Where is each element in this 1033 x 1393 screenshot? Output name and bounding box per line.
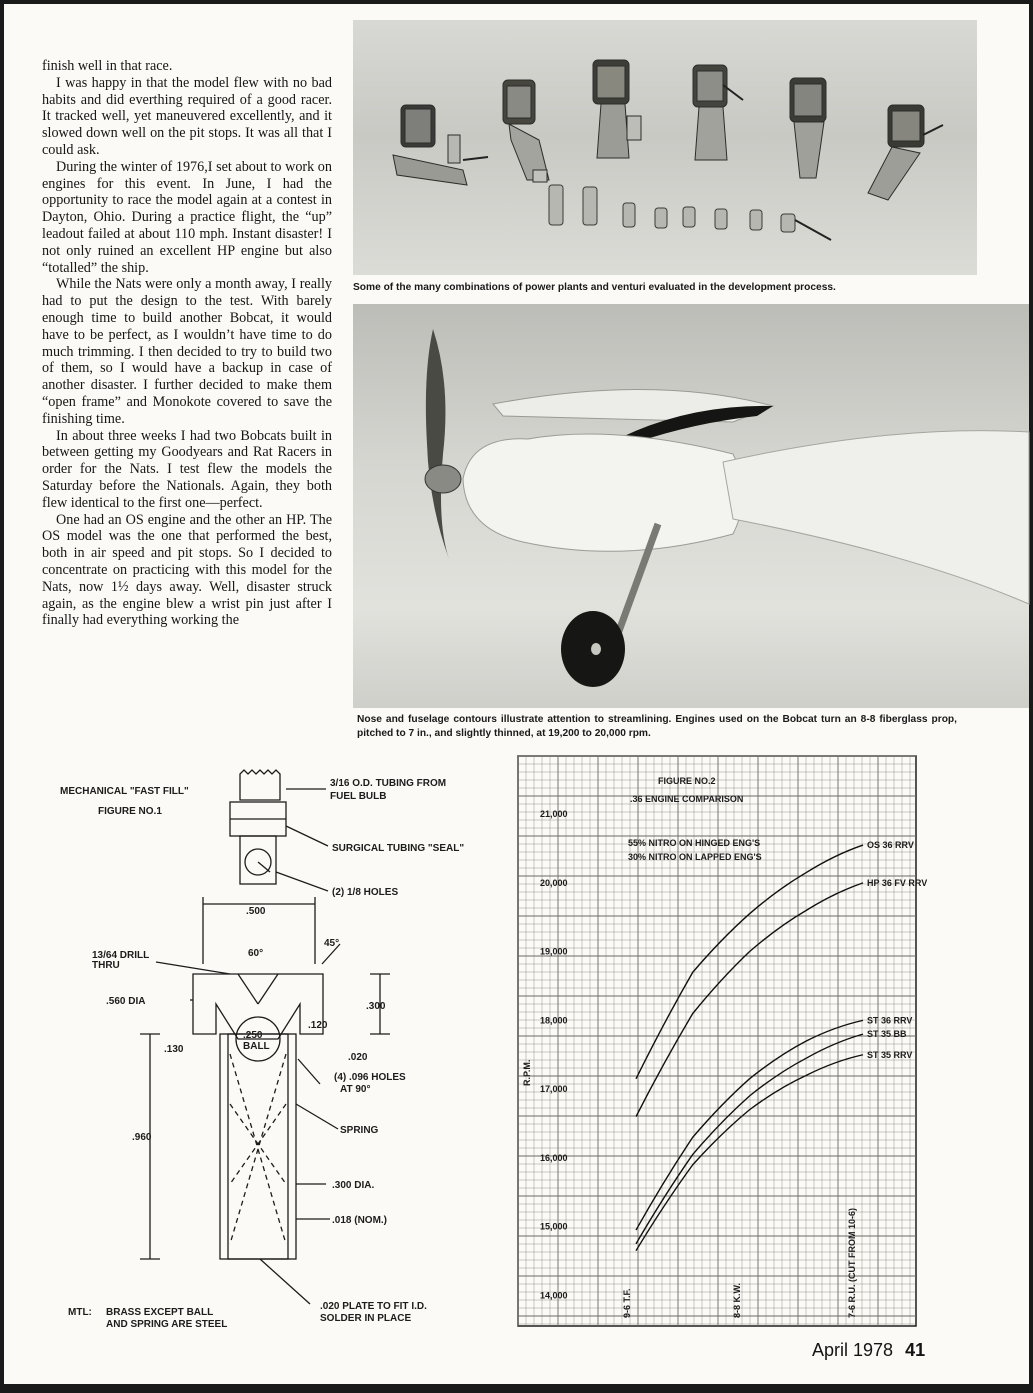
engines-photo (353, 20, 977, 275)
paragraph: During the winter of 1976,I set about to work on engines for this event. In June, I had the opportunity to race the model again at a contest in Dayton, Ohio. During a practice flight, the “up” leadout failed at about 110 mph. Instant disaster! I not only ruined an excellent HP engine but also “totalled” the ship. (42, 158, 332, 276)
label-60deg: 60° (248, 948, 264, 959)
label-45deg: 45° (324, 938, 340, 949)
label-mtl1: BRASS EXCEPT BALL (106, 1307, 214, 1318)
series-label: HP 36 FV RRV (867, 877, 928, 888)
page-number: 41 (905, 1340, 926, 1360)
engines-caption: Some of the many combinations of power plants and venturi evaluated in the development process. (353, 282, 836, 293)
spring-drawing (230, 1054, 286, 1244)
model-photo (353, 304, 1029, 708)
series-label: OS 36 RRV (867, 840, 914, 851)
fuselage (463, 434, 743, 551)
label-holes: (2) 1/8 HOLES (332, 887, 399, 898)
label-250: .250 (243, 1030, 263, 1041)
engine-6 (868, 105, 943, 200)
series-label: ST 36 RRV (867, 1015, 913, 1026)
label-ball: BALL (243, 1041, 270, 1052)
engine-comparison-chart (518, 756, 928, 1326)
paragraph: While the Nats were only a month away, I really had to put the design to the test. With barely enough time to build another Bobcat, it would have to be perfect, as I wouldn’t have time to do much trimming. I then decided to try to build two of them, so I would have a backup in case of another disaster. I further decided to make them “open frame” and Monokote covered to save the finishing time. (42, 276, 332, 427)
magazine-page (4, 4, 1029, 1384)
engine-2 (503, 80, 549, 182)
label-tubing: 3/16 O.D. TUBING FROM (330, 778, 447, 789)
venturi (549, 185, 563, 225)
paragraph: In about three weeks I had two Bobcats built in between getting my Goodyears and Rat Racers in order for the Nats. I test flew the models the Saturday before the Nationals. Again, they both flew identical to the first one—perfect. (42, 427, 332, 511)
y-tick-label: 17,000 (540, 1084, 568, 1095)
y-tick-label: 20,000 (540, 877, 568, 888)
article-column (42, 58, 332, 629)
venturi (683, 207, 695, 227)
label-at90: AT 90° (340, 1084, 371, 1095)
label-plate1: .020 PLATE TO FIT I.D. (320, 1301, 427, 1312)
label-drill-thru: THRU (92, 960, 120, 971)
engine-1 (393, 105, 488, 185)
chart-note-2: 30% NITRO ON LAPPED ENG'S (628, 852, 762, 862)
x-tick-label: 7-6 R.U. (CUT FROM 10-6) (847, 1207, 857, 1318)
label-300: .300 (366, 1001, 386, 1012)
label-960: .960 (132, 1132, 152, 1143)
engine-3 (593, 60, 641, 158)
venturi (715, 209, 727, 229)
x-tick-label: 8-8 K.W. (732, 1282, 742, 1318)
label-020: .020 (348, 1052, 368, 1063)
y-tick-label: 21,000 (540, 809, 568, 820)
chart-note-1: 55% NITRO ON HINGED ENG'S (628, 838, 761, 848)
x-tick-label: 9-6 T.F. (622, 1288, 632, 1318)
engines-illustration (353, 20, 977, 275)
venturi (623, 203, 635, 227)
chart-subtitle: .36 ENGINE COMPARISON (630, 794, 744, 804)
label-500: .500 (246, 906, 266, 917)
paragraph: finish well in that race. (42, 58, 173, 74)
y-tick-label: 19,000 (540, 946, 568, 957)
y-tick-label: 16,000 (540, 1152, 568, 1163)
label-560dia: .560 DIA (106, 996, 146, 1007)
series-label: ST 35 RRV (867, 1049, 913, 1060)
issue-date: April 1978 (812, 1340, 894, 1360)
fig1-number: FIGURE NO.1 (98, 806, 162, 817)
y-tick-label: 15,000 (540, 1221, 568, 1232)
label-plate2: SOLDER IN PLACE (320, 1313, 412, 1324)
engine-5 (790, 78, 826, 178)
label-mtl2: AND SPRING ARE STEEL (106, 1319, 228, 1330)
paragraph: One had an OS engine and the other an HP. The OS model was the one that performed the best, both in air speed and pit stops. So I decided to concentrate on practicing with this model for the Nats, now 1½ days away. Well, disaster struck again, as the engine blew a wrist pin just after I finally had everything working the (42, 511, 332, 629)
label-300dia: .300 DIA. (332, 1180, 375, 1191)
label-130: .130 (164, 1044, 184, 1055)
venturi (781, 214, 795, 232)
venturi (750, 210, 762, 230)
venturi (583, 187, 597, 225)
engine-4 (693, 65, 743, 160)
fig1-title: MECHANICAL "FAST FILL" (60, 786, 189, 797)
y-tick-label: 14,000 (540, 1290, 568, 1301)
label-096-holes: (4) .096 HOLES (334, 1072, 406, 1083)
label-drill: 13/64 DRILL (92, 950, 150, 961)
label-120: .120 (308, 1020, 328, 1031)
y-tick-label: 18,000 (540, 1015, 568, 1026)
propeller (426, 329, 449, 559)
paragraph: I was happy in that the model flew with no bad habits and did everthing required of a good racer. It tracked well, yet maneuvered excellently, and it slowed down well on the pit stops. It was all that I could ask. (42, 74, 332, 158)
venturi-row (549, 185, 831, 240)
tubing-drawing (240, 770, 280, 800)
page-footer (812, 1340, 925, 1361)
y-axis-label: R.P.M. (522, 1059, 532, 1086)
label-seal: SURGICAL TUBING "SEAL" (332, 843, 465, 854)
wing-near (723, 431, 1029, 604)
tube-body (220, 1034, 296, 1259)
venturi (655, 208, 667, 228)
label-018: .018 (NOM.) (332, 1215, 388, 1226)
series-label: ST 35 BB (867, 1029, 907, 1040)
chart-title: FIGURE NO.2 (658, 776, 716, 786)
label-spring: SPRING (340, 1125, 379, 1136)
label-mtl: MTL: (68, 1307, 92, 1318)
fast-fill-diagram (40, 764, 500, 1344)
model-illustration (353, 304, 1029, 708)
model-caption: Nose and fuselage contours illustrate attention to streamlining. Engines used on the Bobcat turn an 8-8 fiberglass prop, pitched to 7 in., and slightly thinned, at 19,200 to 20,000 rpm. (357, 714, 957, 739)
label-tubing2: FUEL BULB (330, 791, 387, 802)
